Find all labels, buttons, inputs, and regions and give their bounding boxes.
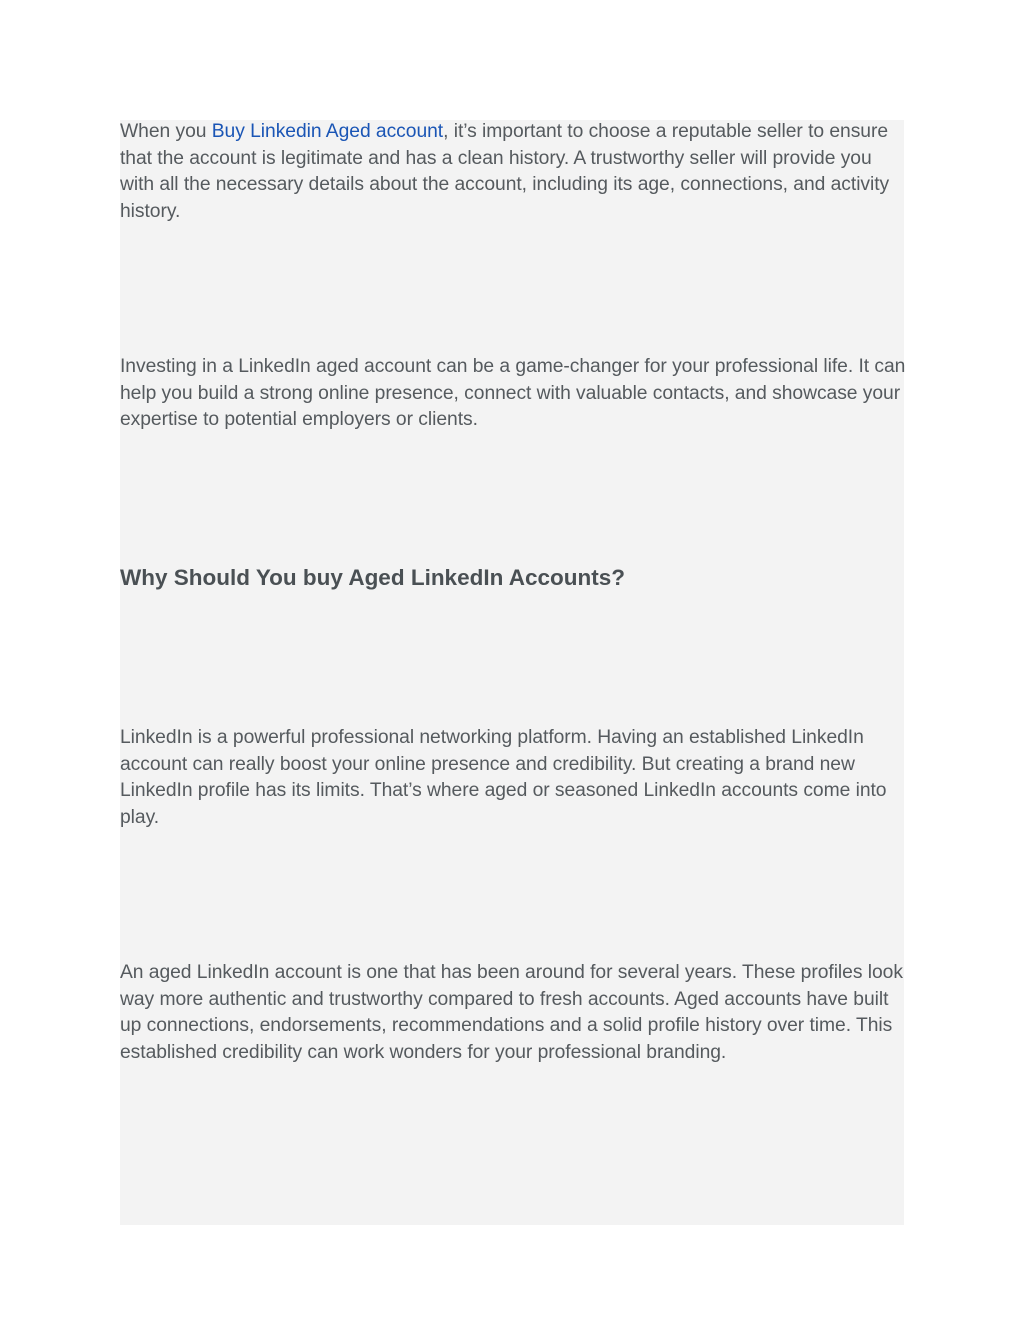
section-heading: Why Should You buy Aged LinkedIn Accounts? [120,565,625,590]
buy-linkedin-aged-account-link[interactable]: Buy Linkedin Aged account [211,121,444,142]
paragraph-seller [120,119,910,225]
paragraph-text: , it’s important to choose a reputable seller to ensure that the account is legitimate and has a clean history. A trustworthy seller will provide you with all the necessary details about the account, including its age, connections, and activity history. [120,121,890,222]
paragraph-text: When you [120,121,212,142]
paragraph-linkedin-platform: LinkedIn is a powerful professional networking platform. Having an established LinkedIn account can really boost your online presence and credibility. But creating a brand new LinkedIn profile has its limits. That’s where aged or seasoned LinkedIn accounts come into play. [120,727,887,828]
paragraph-aged-account: An aged LinkedIn account is one that has been around for several years. These profiles look way more authentic and trustworthy compared to fresh accounts. Aged accounts have built up connections, endorsements, recommendations and a solid profile history over time. This established credibility can work wonders for your professional branding. [120,962,903,1063]
paragraph-investing: Investing in a LinkedIn aged account can be a game-changer for your professional life. It can help you build a strong online presence, connect with valuable contacts, and showcase your expertise to potential employers or clients. [120,356,906,431]
